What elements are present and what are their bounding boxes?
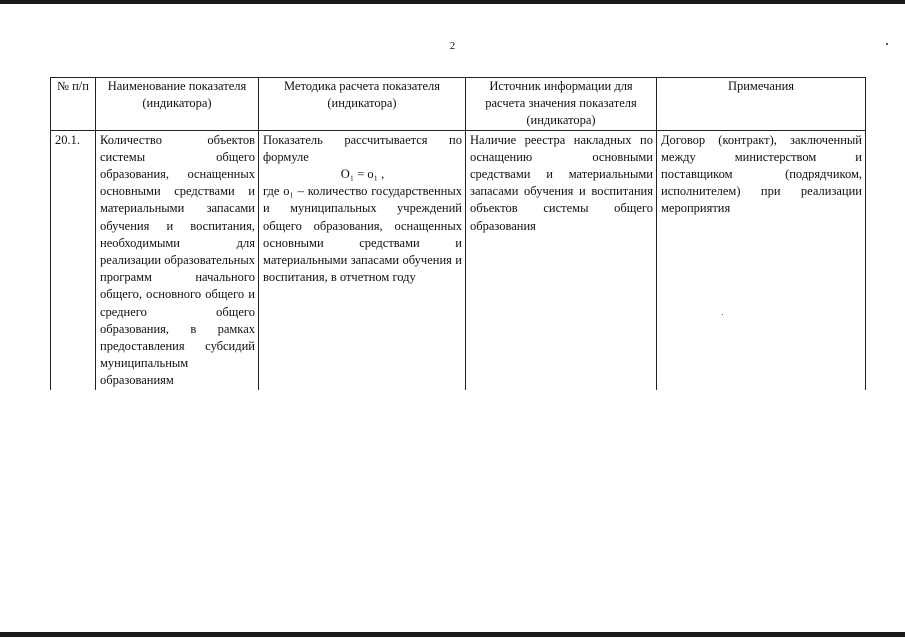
scan-speck — [886, 43, 888, 45]
scan-speck — [722, 314, 723, 315]
table-row — [51, 130, 866, 390]
header-information-source: Источник информации для расчета значения показателя (индикатора) — [466, 78, 657, 131]
method-formula: O₁ = o₁ , — [340, 167, 385, 182]
method-where: где o₁ – количество государственных и муниципальных учреждений общего образования, оснащенных основными средствами и материальными запасами обучения и воспитания, в отчетном году — [263, 184, 462, 285]
information-source: Наличие реестра накладных по оснащению основными средствами и материальными запасами обучения и воспитания объектов системы общего образования — [466, 130, 657, 390]
scan-edge-bottom — [0, 632, 905, 637]
table-header-row — [51, 78, 866, 131]
header-notes: Примечания — [657, 78, 866, 131]
header-calculation-method: Методика расчета показателя (индикатора) — [259, 78, 466, 131]
header-number: № п/п — [51, 78, 96, 131]
calculation-method — [259, 130, 466, 390]
indicator-name: Количество объектов системы общего образования, оснащенных основными средствами и материальными запасами обучения и воспитания, необходимыми для реализации образовательных программ начального общего, основного общего и среднего общего образования, в рамках предоставления субсидий муниципальным образованиям — [96, 130, 259, 390]
notes: Договор (контракт), заключенный между министерством и поставщиком (подрядчиком, исполнителем) при реализации мероприятия — [657, 130, 866, 390]
page-number: 2 — [449, 40, 456, 52]
scan-edge-top — [0, 0, 905, 4]
method-intro: Показатель рассчитывается по формуле — [263, 132, 462, 164]
indicator-table — [50, 77, 866, 390]
header-indicator-name: Наименование показателя (индикатора) — [96, 78, 259, 131]
row-number: 20.1. — [51, 130, 96, 390]
